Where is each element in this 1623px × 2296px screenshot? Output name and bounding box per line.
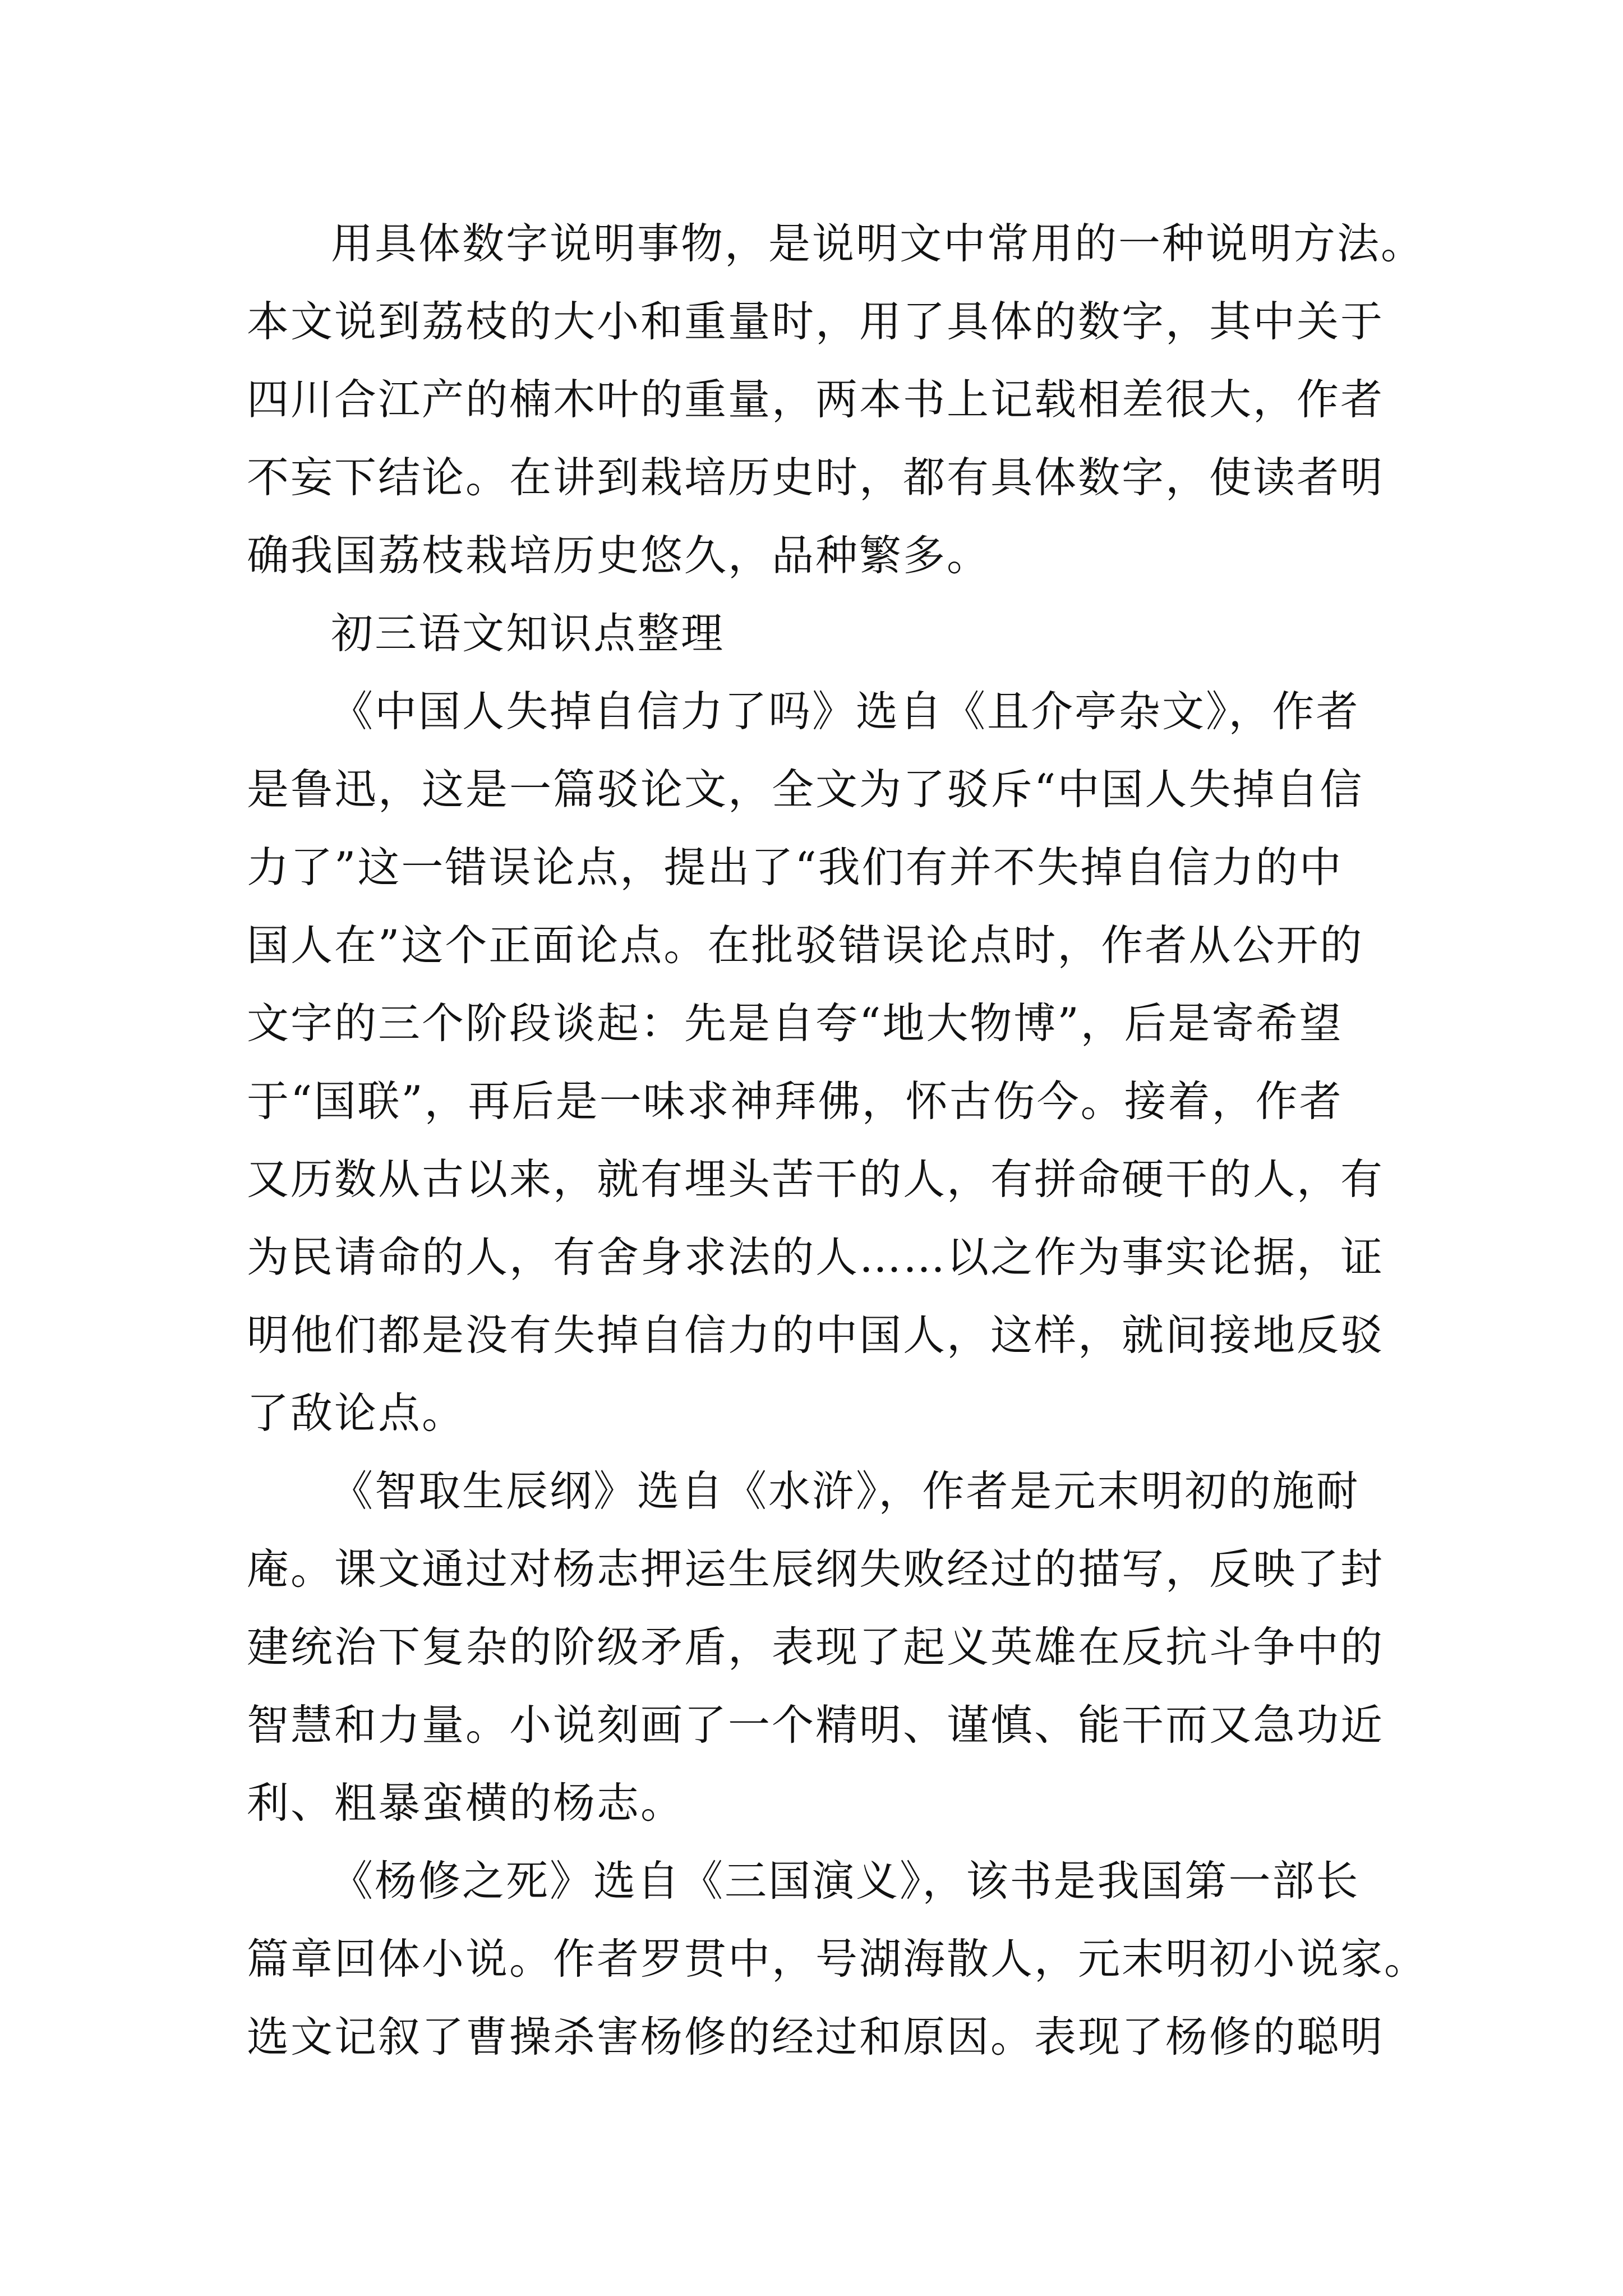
- text-line: 本文说到荔枝的大小和重量时，用了具体的数字，其中关于: [247, 297, 1385, 346]
- text-line: 四川合江产的楠木叶的重量，两本书上记载相差很大，作者: [247, 375, 1385, 424]
- text-line: 选文记叙了曹操杀害杨修的经过和原因。表现了杨修的聪明: [247, 2012, 1385, 2062]
- text-line: 明他们都是没有失掉自信力的中国人，这样，就间接地反驳: [247, 1310, 1385, 1360]
- text-line: 又历数从古以来，就有埋头苦干的人，有拼命硬干的人，有: [247, 1154, 1385, 1204]
- text-line: 了敌论点。: [247, 1388, 466, 1438]
- text-line: 是鲁迅，这是一篇驳论文，全文为了驳斥“中国人失掉自信: [247, 765, 1364, 814]
- paragraph-2: [247, 673, 1391, 1452]
- text-line: 智慧和力量。小说刻画了一个精明、谨慎、能干而又急功近: [247, 1700, 1385, 1750]
- text-line: 《智取生辰纲》选自《水浒》，作者是元末明初的施耐: [331, 1466, 1360, 1516]
- text-line: 建统治下复杂的阶级矛盾，表现了起义英雄在反抗斗争中的: [247, 1622, 1385, 1672]
- text-line: 确我国荔枝栽培历史悠久，品种繁多。: [247, 531, 991, 580]
- text-line: 国人在”这个正面论点。在批驳错误论点时，作者从公开的: [247, 921, 1364, 970]
- text-line: 篇章回体小说。作者罗贯中，号湖海散人，元末明初小说家。: [247, 1934, 1428, 1984]
- text-line: 《杨修之死》选自《三国演义》，该书是我国第一部长: [331, 1856, 1360, 1906]
- text-line: 力了”这一错误论点，提出了“我们有并不失掉自信力的中: [247, 843, 1343, 892]
- paragraph-4: [247, 1842, 1428, 2076]
- text-line: 不妄下结论。在讲到栽培历史时，都有具体数字，使读者明: [247, 453, 1385, 502]
- text-line: 利、粗暴蛮横的杨志。: [247, 1778, 685, 1828]
- text-line: 于“国联”，再后是一味求神拜佛，怀古伤今。接着，作者: [247, 1076, 1343, 1126]
- text-line: 《中国人失掉自信力了吗》选自《且介亭杂文》，作者: [331, 687, 1360, 736]
- section-heading: 初三语文知识点整理: [331, 609, 725, 658]
- text-line: 为民请命的人，有舍身求法的人……以之作为事实论据，证: [247, 1232, 1385, 1282]
- text-line: 文字的三个阶段谈起：先是自夸“地大物博”，后是寄希望: [247, 999, 1343, 1048]
- document-body: [247, 205, 1428, 2076]
- paragraph-3: [247, 1452, 1391, 1842]
- text-line: 庵。课文通过对杨志押运生辰纲失败经过的描写，反映了封: [247, 1544, 1385, 1594]
- text-line: 用具体数字说明事物，是说明文中常用的一种说明方法。: [331, 219, 1425, 268]
- paragraph-1: [247, 205, 1425, 595]
